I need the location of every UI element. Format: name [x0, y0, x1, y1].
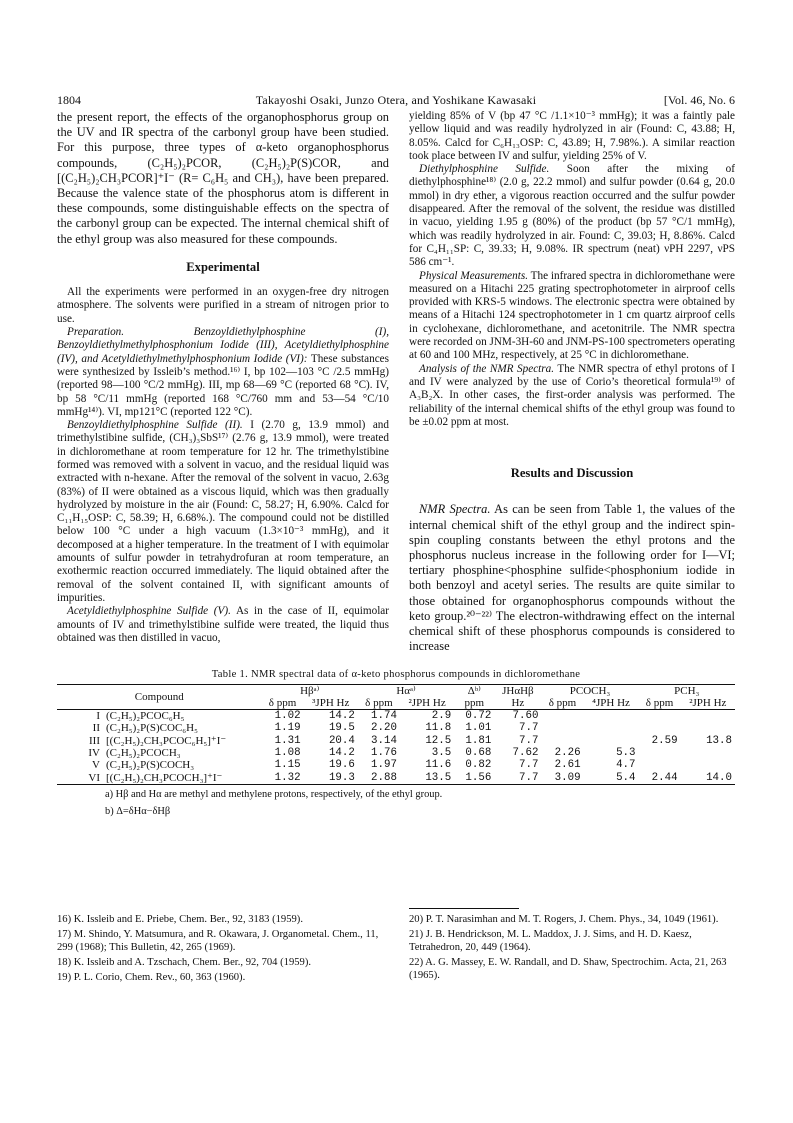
sulfide-text: I (2.70 g, 13.9 mmol) and trimethylstibine sulfide, (CH₃)₃SbS¹⁷⁾ (2.76 g, 13.9 mmol), were treated in dichloromethane at room temperature for 12 hr. The trimethylstibine formed was removed with a solvent in vacuo, and the residual liquid was extracted with n-hexane. After the removal of the solvent in vacuo, 2.63g (83%) of II were obtained as a viscous liquid, which was then gradually hydrolyzed by moisture in the air (Found: C, 58.27; H, 6.90%. Calcd for C₁₁H₁₅OSP: C, 58.39; H, 6.68%.). The compound could not be distilled below 100 °C under a high vacuum (1.3×10⁻³ mmHg), and it decomposed at a higher temperature. In the treatment of I with equimolar amounts of sulfur powder in tetrahydrofuran at room temperature, an exothermic reaction occurred immediately. The liquid obtained after the removal of the solvent contained II, with significant amounts of impurities. [57, 419, 389, 604]
sulfide-paragraph [57, 419, 389, 605]
value-cell [681, 747, 735, 759]
unit-header: δ ppm [365, 697, 393, 709]
value-cell: 1.15 [274, 759, 301, 771]
group-header: Hαᵃ⁾ [396, 685, 416, 697]
value-cell: 7.7 [519, 734, 539, 747]
row-id: III [89, 734, 100, 747]
yield-paragraph: yielding 85% of V (bp 47 °C /1.1×10⁻³ mmHg); it was a faintly pale yellow liquid and was readily hydrolyzed in air (Found: C, 43.88; H, 8.05%. Calcd for C₆H₁₃OSP: C, 43.89; H, 7.98%.). A similar reaction took place between IV and sulfur, yielding 25% of V. [409, 110, 735, 162]
unit-header: ²JPH Hz [408, 697, 446, 709]
value-cell [584, 722, 639, 734]
value-cell [681, 710, 735, 723]
value-cell [639, 722, 681, 734]
diethylphosphine-title: Diethylphosphine Sulfide. [419, 163, 550, 176]
reference-item: 17) M. Shindo, Y. Matsumura, and R. Okawara, J. Organometal. Chem., 11, 299 (1968); This Bulletin, 42, 265 (1969). [57, 929, 379, 953]
value-cell: 1.81 [465, 734, 492, 747]
value-cell: 11.6 [425, 759, 452, 771]
value-cell: 0.68 [465, 747, 492, 759]
table-row [57, 722, 735, 734]
volume-info: [Vol. 46, No. 6 [663, 93, 735, 107]
table-row [57, 771, 735, 785]
value-cell: 1.56 [465, 771, 492, 784]
value-cell [681, 722, 735, 734]
value-cell: 14.0 [706, 771, 732, 784]
value-cell: 2.61 [554, 759, 581, 771]
reference-item: 21) J. B. Hendrickson, M. L. Maddox, J. J. Sims, and H. D. Kaesz, Tetrahedron, 20, 449 (1964). [409, 929, 692, 953]
value-cell: 19.5 [328, 722, 355, 734]
analysis-title: Analysis of the NMR Spectra. [419, 362, 555, 375]
value-cell: 1.74 [371, 710, 397, 722]
row-id: IV [88, 747, 100, 759]
table-body [57, 710, 735, 785]
value-cell: 1.76 [371, 747, 397, 759]
value-cell: 2.44 [651, 771, 678, 784]
value-cell: 3.14 [371, 734, 397, 747]
diethylphosphine-text: Soon after the mixing of diethylphosphine¹⁸⁾ (2.0 g, 22.2 mmol) and sulfur powder (0.64 g, 20.0 mmol) in dry ether, a vigorous reaction occurred and the sulfur powder disappeared. After the removal of the solvent, the residue was distilled in vacuo, yielding 1.95 g (80%) of the product (bp 57 °C/1 mmHg), which was readily hydrolyzed in air. Found: C, 39.03; H, 8.86%. Calcd for C₄H₁₁SP: C, 39.33; H, 9.08%. IR spectrum (neat) νPH 2297, νPS 586 cm⁻¹. [409, 163, 735, 269]
value-cell: 1.19 [274, 722, 301, 734]
group-header: JHαHβ [502, 685, 534, 697]
page-number: 1804 [57, 93, 81, 107]
sulfide-title: Benzoyldiethylphosphine Sulfide (II). [67, 419, 243, 432]
diethylphosphine-paragraph [409, 163, 735, 269]
table-note-a: a) Hβ and Hα are methyl and methylene protons, respectively, of the ethyl group. [105, 789, 443, 800]
value-cell: 13.8 [706, 734, 732, 747]
value-cell [584, 734, 639, 747]
group-header: Hβᵃ⁾ [300, 685, 320, 697]
preparation-paragraph [57, 326, 389, 419]
compound-cell: (C₂H₅)₂PCOC₆H₅ [106, 710, 185, 722]
value-cell: 11.8 [425, 722, 452, 734]
value-cell: 20.4 [328, 734, 355, 747]
analysis-text: The NMR spectra of ethyl protons of I and IV were analyzed by the use of Corio’s theoretical formula¹⁹⁾ of A₃B₂X. In other cases, the first-order analysis was performed. The reliability of the internal chemical shifts of the ethyl group was found to be ±0.02 ppm at most. [409, 362, 735, 428]
acetyl-sulfide-text: As in the case of II, equimolar amounts of IV and trimethylstibine sulfide were treated, the liquid thus obtained was then distilled in vacuo, [57, 605, 389, 644]
value-cell: 1.02 [274, 710, 301, 722]
value-cell: 1.97 [371, 759, 397, 771]
nmr-paragraph [409, 502, 735, 654]
group-header: Δᵇ⁾ [467, 685, 481, 697]
value-cell: 2.20 [371, 722, 397, 734]
compound-cell: [(C₂H₅)₂CH₃PCOC₆H₅]⁺I⁻ [106, 735, 227, 747]
value-cell: 13.5 [425, 771, 452, 784]
row-id: V [92, 759, 100, 771]
nmr-table [57, 684, 735, 785]
compound-header: Compound [134, 691, 184, 703]
unit-header: ppm [464, 697, 485, 709]
left-column [57, 110, 389, 645]
value-cell: 7.62 [512, 747, 539, 759]
reference-item: 16) K. Issleib and E. Priebe, Chem. Ber., 92, 3183 (1959). [57, 914, 303, 925]
value-cell: 7.7 [519, 771, 539, 784]
value-cell: 5.4 [616, 771, 636, 784]
unit-header: ³JPH Hz [312, 697, 350, 709]
value-cell: 19.3 [328, 771, 355, 784]
value-cell [639, 710, 681, 723]
table-1 [57, 669, 735, 818]
value-cell: 12.5 [425, 734, 452, 747]
reference-item: 18) K. Issleib and A. Tzschach, Chem. Ber., 92, 704 (1959). [57, 957, 312, 968]
value-cell: 0.72 [465, 710, 492, 722]
physical-title: Physical Measurements. [419, 269, 529, 282]
preparation-title: Preparation. [67, 326, 125, 339]
table-row [57, 734, 735, 747]
group-header: PCOCH₃ [569, 685, 611, 697]
acetyl-sulfide-paragraph [57, 605, 389, 645]
table-note-b: b) Δ=δHα−δHβ [105, 805, 171, 817]
physical-text: The infrared spectra in dichloromethane were measured on a Hitachi 225 grating spectrophotometer in airproof cells provided with KRS-5 windows. The electronic spectra were obtained by means of a Hitachi 124 spectrophotometer in 1 cm quartz airproof cells in cyclohexane, dichloromethane, and acetonitrile. The NMR spectra were recorded on JNM-3H-60 and JNM-PS-100 spectrometers operating at 60 and 100 MHz, respectively, at 25 °C in dichloromethane. [409, 269, 736, 362]
value-cell [541, 722, 583, 734]
value-cell [681, 759, 735, 771]
compound-cell: (C₂H₅)₂PCOCH₃ [106, 747, 181, 759]
acetyl-sulfide-title: Acetyldiethylphosphine Sulfide (V). [67, 605, 231, 618]
table-caption: Table 1. NMR spectral data of α-keto phosphorus compounds in dichloromethane [211, 669, 581, 680]
value-cell: 3.5 [431, 747, 452, 759]
row-id: II [92, 722, 100, 734]
value-cell: 19.6 [328, 759, 355, 771]
preparation-text: These substances were synthesized by Issleib’s method.¹⁶⁾ I, bp 102—103 °C /2.5 mmHg) (reported 98—100 °C/2 mmHg). III, mp 68—69 °C (reported 68 °C). IV, bp 58 °C/11 mmHg (reported 168 °C/760 mm and 53—54 °C/10 mmHg¹⁴⁾). VI, mp121°C (reported 122 °C). [57, 352, 389, 418]
value-cell: 2.88 [371, 771, 397, 784]
references-right [409, 913, 735, 984]
authors: Takayoshi Osaki, Junzo Otera, and Yoshikane Kawasaki [255, 93, 537, 107]
value-cell: 1.08 [274, 747, 301, 759]
value-cell: 7.7 [519, 759, 539, 771]
unit-header: δ ppm [548, 697, 577, 709]
value-cell: 14.2 [328, 710, 355, 722]
compound-cell: (C₂H₅)₂P(S)COCH₃ [106, 759, 195, 771]
value-cell: 1.32 [274, 771, 301, 784]
unit-header: ⁴JPH Hz [592, 697, 630, 709]
row-id: VI [88, 771, 100, 784]
value-cell: 3.09 [554, 771, 581, 784]
value-cell [639, 747, 681, 759]
reference-item: 22) A. G. Massey, E. W. Randall, and D. Shaw, Spectrochim. Acta, 21, 263 (1965). [409, 957, 727, 981]
row-id: I [96, 710, 100, 722]
unit-header: ²JPH Hz [689, 697, 727, 709]
nmr-text: As can be seen from Table 1, the values of the internal chemical shift of the ethyl group and the indirect spin-spin coupling constants between the ethyl protons and the phosphorus nucleus increase in the following order for I—VI; tertiary phosphine<phosphine sulfide<phosphonium iodide in both benzoyl and acetyl series. The results are quite similar to those obtained for organophosphorus compounds without the keto group.²⁰⁻²²⁾ The electron-withdrawing effect on the internal chemical shift of these phosphorus compounds is considered to increase [409, 502, 735, 654]
value-cell [541, 734, 583, 747]
running-header [57, 93, 735, 109]
value-cell: 14.2 [328, 747, 355, 759]
compound-cell: (C₂H₅)₂P(S)COC₆H₅ [106, 722, 198, 734]
results-heading: Results and Discussion [510, 466, 634, 481]
value-cell: 5.3 [616, 747, 636, 759]
value-cell: 2.9 [431, 710, 452, 722]
value-cell: 0.82 [465, 759, 492, 771]
value-cell: 7.7 [519, 722, 539, 734]
value-cell [541, 710, 583, 723]
reference-item: 19) P. L. Corio, Chem. Rev., 60, 363 (1960). [57, 972, 246, 983]
value-cell [639, 759, 681, 771]
nmr-title: NMR Spectra. [419, 502, 491, 517]
value-cell: 1.31 [274, 734, 301, 747]
group-header: PCH₃ [674, 685, 700, 697]
experimental-paragraph: All the experiments were performed in an oxygen-free dry nitrogen atmosphere. The solvents were purified in a stream of nitrogen prior to use. [57, 286, 389, 325]
table-row [57, 710, 735, 723]
physical-paragraph [409, 270, 735, 363]
references-left [57, 913, 393, 986]
table-row [57, 759, 735, 771]
compound-cell: [(C₂H₅)₂CH₃PCOCH₃]⁺I⁻ [106, 772, 223, 784]
unit-header: δ ppm [268, 697, 297, 709]
preparation-compounds: Benzoyldiethylphosphine (I), Benzoyldiethylmethylphosphonium Iodide (III), Acetyldiethylphosphine (IV), and Acetyldiethylmethylphosphonium Iodide (VI): [57, 326, 389, 365]
value-cell: 7.60 [512, 710, 539, 722]
footnote-rule [409, 908, 519, 909]
value-cell: 4.7 [616, 759, 636, 771]
unit-header: δ ppm [645, 697, 674, 709]
reference-item: 20) P. T. Narasimhan and M. T. Rogers, J. Chem. Phys., 34, 1049 (1961). [409, 914, 719, 925]
value-cell: 2.59 [651, 734, 678, 747]
value-cell [584, 710, 639, 723]
intro-paragraph: the present report, the effects of the organophosphorus group on the UV and IR spectra of the carbonyl group have been studied. For this purpose, three types of α-keto organophosphorus compounds, (C₂H₅)₂PCOR, (C₂H₅)₂P(S)COR, and [(C₂H₅)₂CH₃PCOR]⁺I⁻ (R= C₆H₅ and CH₃), have been prepared. Because the valence state of the phosphorus atom is different in these compounds, some distinguishable effects on the spectra of the carbonyl group can be expected. The internal chemical shift of the ethyl group was also measured for these compounds. [57, 110, 389, 246]
unit-header: Hz [511, 697, 525, 709]
experimental-heading: Experimental [186, 259, 260, 274]
analysis-paragraph [409, 363, 735, 429]
right-column [409, 110, 735, 654]
value-cell: 1.01 [465, 722, 492, 734]
table-row [57, 747, 735, 759]
value-cell: 2.26 [554, 747, 581, 759]
